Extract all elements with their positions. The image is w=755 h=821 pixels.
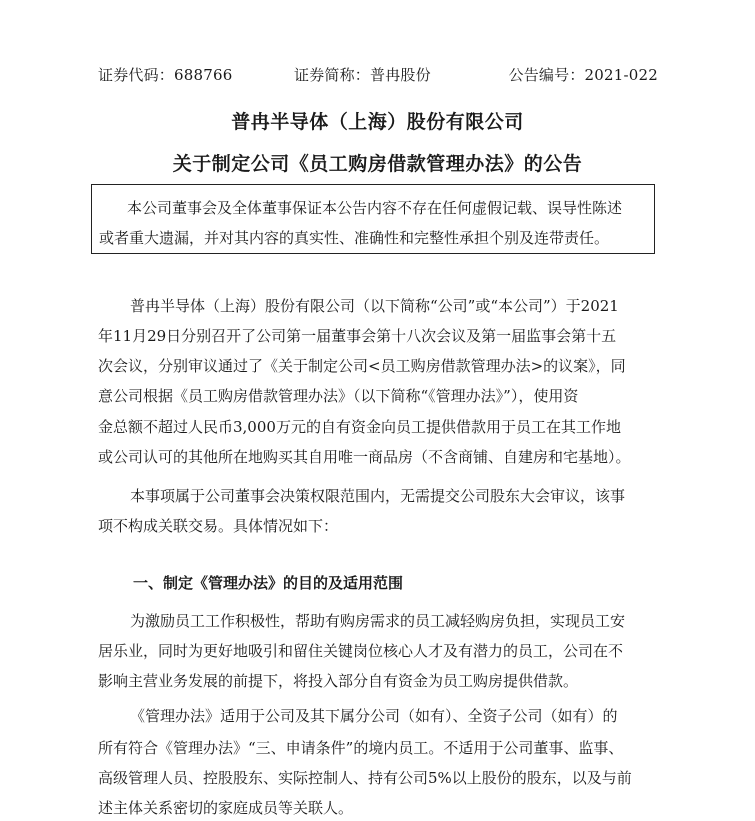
paragraph-line: 金总额不超过人民币3,000万元的自有资金向员工提供借款用于员工在其工作地 xyxy=(98,418,621,436)
security-abbreviation: 证券简称：普冉股份 xyxy=(294,66,431,84)
company-title: 普冉半导体（上海）股份有限公司 xyxy=(231,111,524,133)
paragraph-line: 影响主营业务发展的前提下，将投入部分自有资金为员工购房提供借款。 xyxy=(98,672,579,690)
paragraph-line: 高级管理人员、控股股东、实际控制人、持有公司5%以上股份的股东，以及与前 xyxy=(98,769,632,787)
security-code: 证券代码：688766 xyxy=(98,66,233,84)
announcement-title: 关于制定公司《员工购房借款管理办法》的公告 xyxy=(172,153,583,175)
paragraph-line: 本事项属于公司董事会决策权限范围内，无需提交公司股东大会审议，该事 xyxy=(130,487,626,505)
paragraph-line: 项不构成关联交易。具体情况如下： xyxy=(98,517,339,535)
paragraph-line: 《管理办法》适用于公司及其下属分公司（如有）、全资子公司（如有）的 xyxy=(130,707,618,725)
notice-line-1: 本公司董事会及全体董事保证本公告内容不存在任何虚假记载、误导性陈述 xyxy=(127,199,623,217)
paragraph-line: 所有符合《管理办法》“三、申请条件”的境内员工。不适用于公司董事、监事、 xyxy=(98,739,624,757)
paragraph-line: 或公司认可的其他所在地购买其自用唯一商品房（不含商铺、自建房和宅基地）。 xyxy=(98,448,631,466)
notice-line-2: 或者重大遗漏，并对其内容的真实性、准确性和完整性承担个别及连带责任。 xyxy=(99,229,610,247)
paragraph-line: 为激励员工工作积极性，帮助有购房需求的员工减轻购房负担，实现员工安 xyxy=(130,612,626,630)
paragraph-line: 居乐业，同时为更好地吸引和留住关键岗位核心人才及有潜力的员工，公司在不 xyxy=(98,642,624,660)
paragraph-line: 年11月29日分别召开了公司第一届董事会第十八次会议及第一届监事会第十五 xyxy=(98,327,617,345)
paragraph-line: 意公司根据《员工购房借款管理办法》（以下简称“《管理办法》”），使用资 xyxy=(98,387,579,405)
announcement-number: 公告编号：2021-022 xyxy=(508,66,658,84)
paragraph-line: 述主体关系密切的家庭成员等关联人。 xyxy=(98,799,354,817)
section-heading-purpose-scope: 一、制定《管理办法》的目的及适用范围 xyxy=(133,574,404,592)
paragraph-line: 普冉半导体（上海）股份有限公司（以下简称“公司”或“本公司”）于2021 xyxy=(130,297,619,315)
paragraph-line: 次会议，分别审议通过了《关于制定公司<员工购房借款管理办法>的议案》，同 xyxy=(98,357,626,375)
